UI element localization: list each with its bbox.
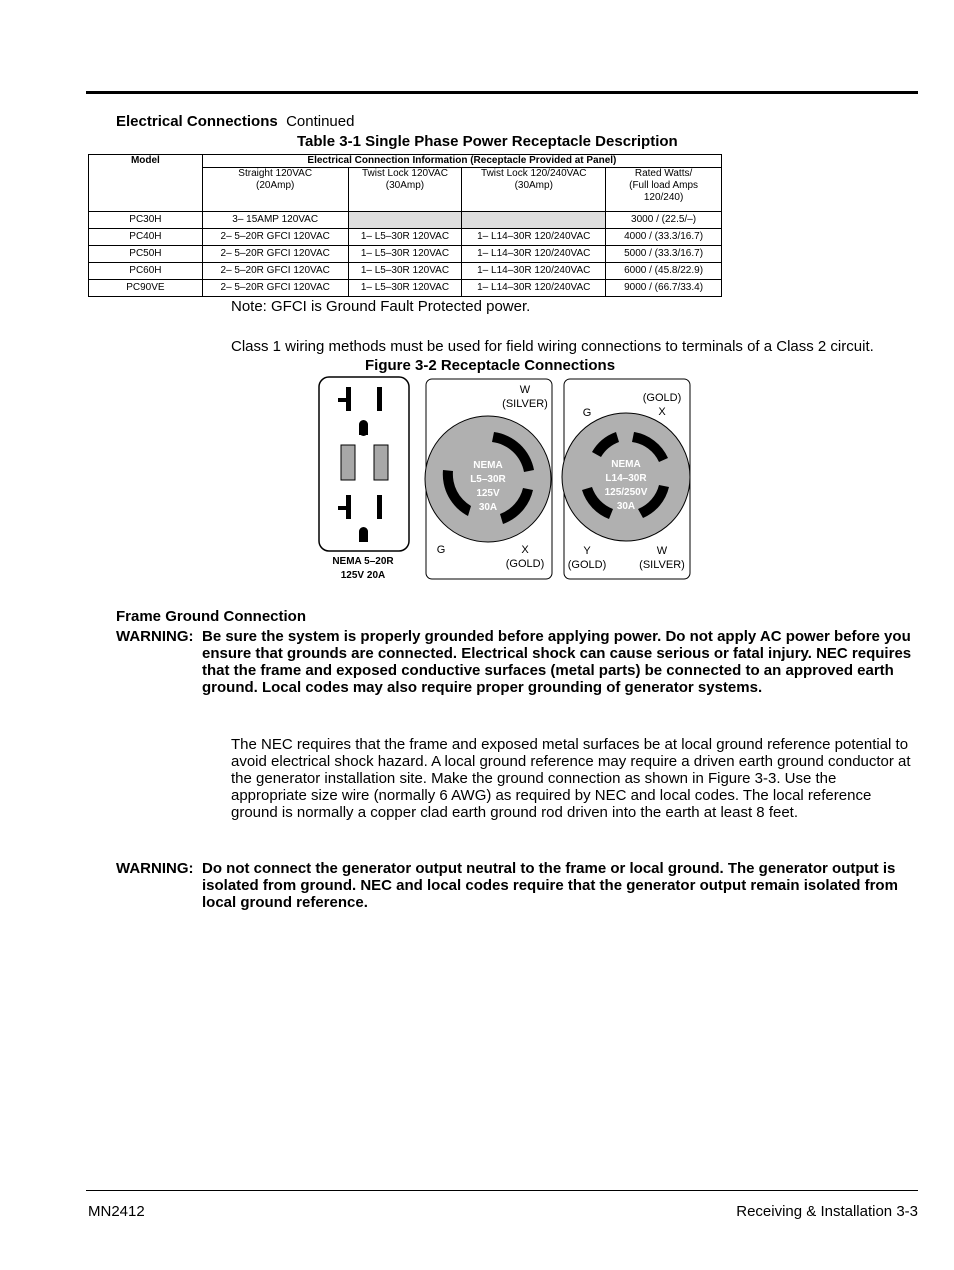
table-caption: Table 3-1 Single Phase Power Receptacle Description (297, 133, 678, 150)
table-row (89, 246, 722, 263)
table-cell: 5000 / (33.3/16.7) (606, 246, 722, 263)
l14-g-label: G (582, 407, 592, 419)
l5-g-label: G (436, 544, 446, 556)
table-cell: PC30H (89, 212, 203, 229)
section-continued: Continued (286, 113, 355, 130)
model-header: Model (89, 155, 203, 212)
duplex-label-1: NEMA 5–20R (332, 556, 394, 567)
warning-2-text: Do not connect the generator output neutral to the frame or local ground. The generator output is isolated from ground. NEC and local codes require that the generator output remain isolated from local ground reference. (202, 860, 898, 911)
frame-ground-title: Frame Ground Connection (116, 608, 307, 625)
table-cell: 1– L5–30R 120VAC (348, 263, 462, 280)
l5-center-line: 125V (476, 488, 500, 499)
gfci-test-button (341, 445, 355, 480)
warning-2 (116, 860, 922, 914)
receptacle-table (88, 154, 722, 297)
table-cell: PC40H (89, 229, 203, 246)
warning-1-text: Be sure the system is properly grounded before applying power. Do not apply AC power before you ensure that grounds are connected. Electrical shock can cause serious or fatal injury. NEC requires that the frame and exposed conductive surfaces (metal parts) be connected to an approved earth ground. Local codes may also require proper grounding of generator systems. (202, 628, 912, 696)
section-title (116, 113, 354, 130)
gfci-reset-button (374, 445, 388, 480)
table-cell: 3– 15AMP 120VAC (202, 212, 348, 229)
section-title-text: Electrical Connections (116, 113, 278, 130)
warning-label: WARNING: (116, 628, 194, 645)
duplex-ground-top (359, 420, 368, 436)
l5-w-sub: (SILVER) (502, 398, 548, 410)
table-cell: 1– L14–30R 120/240VAC (462, 280, 606, 297)
table-cell (462, 212, 606, 229)
table-cell: 1– L5–30R 120VAC (348, 246, 462, 263)
duplex-ground-bottom (359, 527, 368, 542)
class-note: Class 1 wiring methods must be used for field wiring connections to terminals of a Class 2 circuit. (231, 338, 874, 355)
l5-w-label: W (519, 384, 531, 396)
gfci-note: Note: GFCI is Ground Fault Protected power. (231, 298, 531, 315)
l14-y-sub: (GOLD) (567, 559, 607, 571)
table-cell: 6000 / (45.8/22.9) (606, 263, 722, 280)
table-cell: PC60H (89, 263, 203, 280)
table-cell: 1– L5–30R 120VAC (348, 229, 462, 246)
table-cell: 2– 5–20R GFCI 120VAC (202, 229, 348, 246)
table-row (89, 229, 722, 246)
table-cell: 1– L14–30R 120/240VAC (462, 263, 606, 280)
table-cell: 1– L14–30R 120/240VAC (462, 229, 606, 246)
table-cell: 3000 / (22.5/–) (606, 212, 722, 229)
l14-center-line: 125/250V (604, 487, 648, 498)
table-cell: 4000 / (33.3/16.7) (606, 229, 722, 246)
l14-y-label: Y (583, 545, 591, 557)
l14-w-label: W (656, 545, 668, 557)
column-header: Straight 120VAC (20Amp) (202, 168, 348, 212)
warning-label: WARNING: (116, 860, 194, 877)
column-header: Rated Watts/ (Full load Amps 120/240) (606, 168, 722, 212)
warning-1 (116, 628, 922, 716)
column-header: Twist Lock 120VAC (30Amp) (348, 168, 462, 212)
table-cell: 9000 / (66.7/33.4) (606, 280, 722, 297)
l14-center-line: L14–30R (605, 473, 647, 484)
l14-center-line: 30A (616, 501, 636, 512)
table-cell: PC50H (89, 246, 203, 263)
l14-center-line: NEMA (611, 459, 641, 470)
figure-caption: Figure 3-2 Receptacle Connections (365, 357, 616, 374)
table-row (89, 280, 722, 297)
table-cell: 2– 5–20R GFCI 120VAC (202, 263, 348, 280)
l5-center-line: L5–30R (470, 474, 506, 485)
header-rule (86, 91, 918, 94)
duplex-outlet-plate (319, 377, 409, 551)
l14-x-label: X (658, 406, 666, 418)
footer-page: Receiving & Installation 3-3 (736, 1203, 918, 1220)
group-header: Electrical Connection Information (Receptacle Provided at Panel) (202, 155, 721, 168)
table-cell: 1– L14–30R 120/240VAC (462, 246, 606, 263)
l5-center-line: NEMA (473, 460, 503, 471)
table-cell (348, 212, 462, 229)
footer-doc-id: MN2412 (88, 1203, 145, 1220)
table-cell: 2– 5–20R GFCI 120VAC (202, 280, 348, 297)
footer-rule (86, 1190, 918, 1191)
nec-paragraph: The NEC requires that the frame and exposed metal surfaces be at local ground reference potential to avoid electrical shock hazard. A local ground reference may require a driven earth ground conductor at the generator installation site. Make the ground connection as shown in Figure 3-3. Use the appropriate size wire (normally 6 AWG) as required by NEC and local codes. The local reference ground is normally a copper clad earth ground rod driven into the earth at least 8 feet. (231, 736, 911, 821)
table-cell: 1– L5–30R 120VAC (348, 280, 462, 297)
l14-x-top: (GOLD) (642, 392, 682, 404)
table-cell: 2– 5–20R GFCI 120VAC (202, 246, 348, 263)
table-cell: PC90VE (89, 280, 203, 297)
l14-w-sub: (SILVER) (639, 559, 685, 571)
l5-x-sub: (GOLD) (505, 558, 545, 570)
duplex-label-2: 125V 20A (340, 570, 386, 581)
receptacle-figure (310, 374, 700, 586)
table-row (89, 212, 722, 229)
l5-center-line: 30A (478, 502, 498, 513)
table-row (89, 263, 722, 280)
column-header: Twist Lock 120/240VAC (30Amp) (462, 168, 606, 212)
l5-x-label: X (521, 544, 529, 556)
